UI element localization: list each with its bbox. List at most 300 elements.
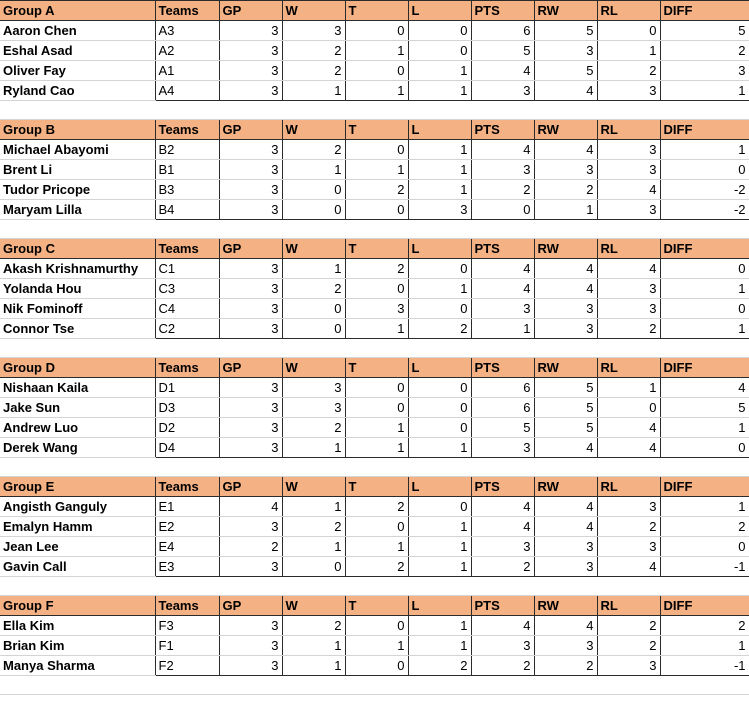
gp-cell[interactable]: 3 (219, 378, 282, 398)
column-header-rw-cell[interactable]: RW (534, 239, 597, 259)
empty-cell[interactable] (0, 220, 155, 239)
t-cell[interactable]: 0 (345, 616, 408, 636)
rw-cell[interactable]: 1 (534, 200, 597, 220)
empty-cell[interactable] (219, 458, 282, 477)
empty-cell[interactable] (471, 458, 534, 477)
l-cell[interactable]: 1 (408, 517, 471, 537)
l-cell[interactable]: 1 (408, 636, 471, 656)
pts-cell[interactable]: 4 (471, 279, 534, 299)
pts-cell[interactable]: 4 (471, 140, 534, 160)
w-cell[interactable]: 2 (282, 616, 345, 636)
empty-cell[interactable] (471, 220, 534, 239)
column-header-t-cell[interactable]: T (345, 596, 408, 616)
l-cell[interactable]: 1 (408, 160, 471, 180)
pts-cell[interactable]: 2 (471, 557, 534, 577)
player-name-cell[interactable]: Nishaan Kaila (0, 378, 155, 398)
team-cell[interactable]: D3 (155, 398, 219, 418)
player-name-cell[interactable]: Oliver Fay (0, 61, 155, 81)
diff-cell[interactable]: 1 (660, 636, 749, 656)
player-name-cell[interactable]: Maryam Lilla (0, 200, 155, 220)
t-cell[interactable]: 0 (345, 279, 408, 299)
column-header-t-cell[interactable]: T (345, 477, 408, 497)
rl-cell[interactable]: 2 (597, 319, 660, 339)
gp-cell[interactable]: 3 (219, 398, 282, 418)
w-cell[interactable]: 1 (282, 636, 345, 656)
t-cell[interactable]: 1 (345, 81, 408, 101)
t-cell[interactable]: 0 (345, 517, 408, 537)
column-header-gp-cell[interactable]: GP (219, 596, 282, 616)
pts-cell[interactable]: 4 (471, 616, 534, 636)
empty-cell[interactable] (660, 339, 749, 358)
team-cell[interactable]: C3 (155, 279, 219, 299)
gp-cell[interactable]: 2 (219, 537, 282, 557)
l-cell[interactable]: 0 (408, 418, 471, 438)
rl-cell[interactable]: 1 (597, 41, 660, 61)
column-header-pts-cell[interactable]: PTS (471, 358, 534, 378)
column-header-teams-cell[interactable]: Teams (155, 477, 219, 497)
rl-cell[interactable]: 2 (597, 61, 660, 81)
column-header-rl-cell[interactable]: RL (597, 120, 660, 140)
player-name-cell[interactable]: Michael Abayomi (0, 140, 155, 160)
l-cell[interactable]: 1 (408, 557, 471, 577)
l-cell[interactable]: 0 (408, 259, 471, 279)
empty-cell[interactable] (471, 339, 534, 358)
diff-cell[interactable]: 5 (660, 21, 749, 41)
l-cell[interactable]: 0 (408, 299, 471, 319)
diff-cell[interactable]: 0 (660, 259, 749, 279)
t-cell[interactable]: 1 (345, 636, 408, 656)
player-name-cell[interactable]: Yolanda Hou (0, 279, 155, 299)
rw-cell[interactable]: 4 (534, 140, 597, 160)
t-cell[interactable]: 2 (345, 259, 408, 279)
gp-cell[interactable]: 3 (219, 21, 282, 41)
column-header-teams-cell[interactable]: Teams (155, 239, 219, 259)
team-cell[interactable]: E2 (155, 517, 219, 537)
diff-cell[interactable]: 1 (660, 319, 749, 339)
pts-cell[interactable]: 6 (471, 398, 534, 418)
rw-cell[interactable]: 4 (534, 259, 597, 279)
column-header-w-cell[interactable]: W (282, 596, 345, 616)
rl-cell[interactable]: 3 (597, 160, 660, 180)
empty-cell[interactable] (282, 458, 345, 477)
rl-cell[interactable]: 4 (597, 438, 660, 458)
empty-cell[interactable] (408, 577, 471, 596)
l-cell[interactable]: 0 (408, 21, 471, 41)
w-cell[interactable]: 0 (282, 319, 345, 339)
team-cell[interactable]: B1 (155, 160, 219, 180)
player-name-cell[interactable]: Eshal Asad (0, 41, 155, 61)
rl-cell[interactable]: 3 (597, 81, 660, 101)
empty-cell[interactable] (345, 101, 408, 120)
empty-cell[interactable] (282, 220, 345, 239)
empty-cell[interactable] (408, 101, 471, 120)
column-header-gp-cell[interactable]: GP (219, 1, 282, 21)
column-header-w-cell[interactable]: W (282, 358, 345, 378)
player-name-cell[interactable]: Derek Wang (0, 438, 155, 458)
empty-cell[interactable] (219, 339, 282, 358)
diff-cell[interactable]: 1 (660, 497, 749, 517)
l-cell[interactable]: 1 (408, 616, 471, 636)
rw-cell[interactable]: 3 (534, 41, 597, 61)
t-cell[interactable]: 3 (345, 299, 408, 319)
player-name-cell[interactable]: Ryland Cao (0, 81, 155, 101)
column-header-pts-cell[interactable]: PTS (471, 477, 534, 497)
team-cell[interactable]: C1 (155, 259, 219, 279)
player-name-cell[interactable]: Manya Sharma (0, 656, 155, 676)
team-cell[interactable]: E3 (155, 557, 219, 577)
rl-cell[interactable]: 4 (597, 418, 660, 438)
w-cell[interactable]: 1 (282, 438, 345, 458)
player-name-cell[interactable]: Jean Lee (0, 537, 155, 557)
diff-cell[interactable]: 0 (660, 438, 749, 458)
rw-cell[interactable]: 5 (534, 21, 597, 41)
team-cell[interactable]: E4 (155, 537, 219, 557)
player-name-cell[interactable]: Aaron Chen (0, 21, 155, 41)
rl-cell[interactable]: 3 (597, 279, 660, 299)
diff-cell[interactable]: 2 (660, 517, 749, 537)
w-cell[interactable]: 2 (282, 61, 345, 81)
empty-cell[interactable] (345, 458, 408, 477)
empty-cell[interactable] (534, 577, 597, 596)
pts-cell[interactable]: 4 (471, 61, 534, 81)
t-cell[interactable]: 1 (345, 160, 408, 180)
team-cell[interactable]: B2 (155, 140, 219, 160)
gp-cell[interactable]: 3 (219, 41, 282, 61)
rl-cell[interactable]: 3 (597, 200, 660, 220)
w-cell[interactable]: 2 (282, 140, 345, 160)
empty-cell[interactable] (534, 339, 597, 358)
column-header-gp-cell[interactable]: GP (219, 239, 282, 259)
player-name-cell[interactable]: Angisth Ganguly (0, 497, 155, 517)
column-header-l-cell[interactable]: L (408, 239, 471, 259)
empty-cell[interactable] (471, 577, 534, 596)
rw-cell[interactable]: 4 (534, 497, 597, 517)
player-name-cell[interactable]: Andrew Luo (0, 418, 155, 438)
rw-cell[interactable]: 5 (534, 418, 597, 438)
gp-cell[interactable]: 3 (219, 517, 282, 537)
w-cell[interactable]: 2 (282, 279, 345, 299)
t-cell[interactable]: 0 (345, 140, 408, 160)
rl-cell[interactable]: 4 (597, 180, 660, 200)
rl-cell[interactable]: 3 (597, 299, 660, 319)
rl-cell[interactable]: 3 (597, 656, 660, 676)
player-name-cell[interactable]: Nik Fominoff (0, 299, 155, 319)
column-header-teams-cell[interactable]: Teams (155, 1, 219, 21)
rw-cell[interactable]: 4 (534, 438, 597, 458)
empty-cell[interactable] (597, 458, 660, 477)
column-header-l-cell[interactable]: L (408, 358, 471, 378)
player-name-cell[interactable]: Gavin Call (0, 557, 155, 577)
rw-cell[interactable]: 3 (534, 636, 597, 656)
pts-cell[interactable]: 4 (471, 497, 534, 517)
gp-cell[interactable]: 3 (219, 140, 282, 160)
t-cell[interactable]: 0 (345, 398, 408, 418)
column-header-l-cell[interactable]: L (408, 596, 471, 616)
column-header-gp-cell[interactable]: GP (219, 477, 282, 497)
w-cell[interactable]: 3 (282, 21, 345, 41)
team-cell[interactable]: A2 (155, 41, 219, 61)
column-header-rw-cell[interactable]: RW (534, 596, 597, 616)
diff-cell[interactable]: 0 (660, 160, 749, 180)
empty-cell[interactable] (219, 101, 282, 120)
rw-cell[interactable]: 2 (534, 656, 597, 676)
empty-cell[interactable] (597, 577, 660, 596)
pts-cell[interactable]: 3 (471, 160, 534, 180)
pts-cell[interactable]: 3 (471, 438, 534, 458)
column-header-t-cell[interactable]: T (345, 239, 408, 259)
empty-cell[interactable] (155, 458, 219, 477)
team-cell[interactable]: B4 (155, 200, 219, 220)
l-cell[interactable]: 1 (408, 438, 471, 458)
column-header-w-cell[interactable]: W (282, 1, 345, 21)
gp-cell[interactable]: 3 (219, 160, 282, 180)
empty-cell[interactable] (345, 676, 408, 695)
gp-cell[interactable]: 3 (219, 438, 282, 458)
w-cell[interactable]: 3 (282, 398, 345, 418)
rw-cell[interactable]: 4 (534, 616, 597, 636)
pts-cell[interactable]: 2 (471, 656, 534, 676)
t-cell[interactable]: 0 (345, 200, 408, 220)
t-cell[interactable]: 0 (345, 378, 408, 398)
player-name-cell[interactable]: Tudor Pricope (0, 180, 155, 200)
pts-cell[interactable]: 5 (471, 41, 534, 61)
l-cell[interactable]: 1 (408, 279, 471, 299)
empty-cell[interactable] (660, 458, 749, 477)
column-header-t-cell[interactable]: T (345, 1, 408, 21)
empty-cell[interactable] (345, 339, 408, 358)
diff-cell[interactable]: 1 (660, 418, 749, 438)
empty-cell[interactable] (408, 220, 471, 239)
w-cell[interactable]: 1 (282, 497, 345, 517)
empty-cell[interactable] (345, 577, 408, 596)
pts-cell[interactable]: 3 (471, 537, 534, 557)
l-cell[interactable]: 0 (408, 497, 471, 517)
player-name-cell[interactable]: Ella Kim (0, 616, 155, 636)
empty-cell[interactable] (471, 101, 534, 120)
w-cell[interactable]: 2 (282, 517, 345, 537)
team-cell[interactable]: A4 (155, 81, 219, 101)
empty-cell[interactable] (471, 676, 534, 695)
empty-cell[interactable] (219, 577, 282, 596)
w-cell[interactable]: 1 (282, 160, 345, 180)
player-name-cell[interactable]: Brent Li (0, 160, 155, 180)
w-cell[interactable]: 1 (282, 81, 345, 101)
w-cell[interactable]: 2 (282, 418, 345, 438)
column-header-gp-cell[interactable]: GP (219, 358, 282, 378)
empty-cell[interactable] (282, 577, 345, 596)
diff-cell[interactable]: 2 (660, 41, 749, 61)
column-header-rl-cell[interactable]: RL (597, 358, 660, 378)
rw-cell[interactable]: 2 (534, 180, 597, 200)
gp-cell[interactable]: 3 (219, 279, 282, 299)
t-cell[interactable]: 2 (345, 497, 408, 517)
t-cell[interactable]: 2 (345, 180, 408, 200)
diff-cell[interactable]: 1 (660, 81, 749, 101)
column-header-diff-cell[interactable]: DIFF (660, 120, 749, 140)
diff-cell[interactable]: -1 (660, 557, 749, 577)
player-name-cell[interactable]: Connor Tse (0, 319, 155, 339)
team-cell[interactable]: C2 (155, 319, 219, 339)
pts-cell[interactable]: 2 (471, 180, 534, 200)
column-header-diff-cell[interactable]: DIFF (660, 596, 749, 616)
column-header-t-cell[interactable]: T (345, 120, 408, 140)
column-header-rl-cell[interactable]: RL (597, 1, 660, 21)
rw-cell[interactable]: 4 (534, 81, 597, 101)
pts-cell[interactable]: 3 (471, 636, 534, 656)
empty-cell[interactable] (660, 220, 749, 239)
l-cell[interactable]: 0 (408, 378, 471, 398)
column-header-rw-cell[interactable]: RW (534, 1, 597, 21)
empty-cell[interactable] (282, 339, 345, 358)
diff-cell[interactable]: -2 (660, 180, 749, 200)
w-cell[interactable]: 2 (282, 41, 345, 61)
empty-cell[interactable] (0, 577, 155, 596)
empty-cell[interactable] (534, 676, 597, 695)
column-header-rw-cell[interactable]: RW (534, 120, 597, 140)
empty-cell[interactable] (155, 339, 219, 358)
rw-cell[interactable]: 3 (534, 160, 597, 180)
l-cell[interactable]: 3 (408, 200, 471, 220)
column-header-w-cell[interactable]: W (282, 477, 345, 497)
l-cell[interactable]: 0 (408, 41, 471, 61)
team-cell[interactable]: D4 (155, 438, 219, 458)
group-title-cell[interactable]: Group E (0, 477, 155, 497)
empty-cell[interactable] (282, 676, 345, 695)
column-header-diff-cell[interactable]: DIFF (660, 358, 749, 378)
column-header-diff-cell[interactable]: DIFF (660, 239, 749, 259)
rw-cell[interactable]: 3 (534, 299, 597, 319)
pts-cell[interactable]: 0 (471, 200, 534, 220)
column-header-w-cell[interactable]: W (282, 120, 345, 140)
team-cell[interactable]: C4 (155, 299, 219, 319)
empty-cell[interactable] (155, 101, 219, 120)
gp-cell[interactable]: 3 (219, 616, 282, 636)
l-cell[interactable]: 1 (408, 61, 471, 81)
empty-cell[interactable] (155, 676, 219, 695)
l-cell[interactable]: 0 (408, 398, 471, 418)
empty-cell[interactable] (155, 577, 219, 596)
pts-cell[interactable]: 4 (471, 517, 534, 537)
t-cell[interactable]: 1 (345, 438, 408, 458)
team-cell[interactable]: D1 (155, 378, 219, 398)
column-header-pts-cell[interactable]: PTS (471, 1, 534, 21)
gp-cell[interactable]: 3 (219, 656, 282, 676)
w-cell[interactable]: 0 (282, 557, 345, 577)
empty-cell[interactable] (597, 220, 660, 239)
pts-cell[interactable]: 4 (471, 259, 534, 279)
column-header-teams-cell[interactable]: Teams (155, 358, 219, 378)
t-cell[interactable]: 0 (345, 21, 408, 41)
column-header-pts-cell[interactable]: PTS (471, 120, 534, 140)
empty-cell[interactable] (660, 676, 749, 695)
player-name-cell[interactable]: Emalyn Hamm (0, 517, 155, 537)
pts-cell[interactable]: 6 (471, 378, 534, 398)
w-cell[interactable]: 1 (282, 656, 345, 676)
diff-cell[interactable]: 1 (660, 140, 749, 160)
empty-cell[interactable] (597, 339, 660, 358)
w-cell[interactable]: 3 (282, 378, 345, 398)
gp-cell[interactable]: 3 (219, 319, 282, 339)
empty-cell[interactable] (534, 458, 597, 477)
team-cell[interactable]: F1 (155, 636, 219, 656)
rw-cell[interactable]: 4 (534, 517, 597, 537)
rl-cell[interactable]: 1 (597, 378, 660, 398)
gp-cell[interactable]: 3 (219, 259, 282, 279)
team-cell[interactable]: D2 (155, 418, 219, 438)
empty-cell[interactable] (408, 339, 471, 358)
diff-cell[interactable]: 1 (660, 279, 749, 299)
column-header-pts-cell[interactable]: PTS (471, 239, 534, 259)
player-name-cell[interactable]: Akash Krishnamurthy (0, 259, 155, 279)
rw-cell[interactable]: 5 (534, 398, 597, 418)
gp-cell[interactable]: 3 (219, 418, 282, 438)
empty-cell[interactable] (0, 458, 155, 477)
diff-cell[interactable]: 0 (660, 299, 749, 319)
gp-cell[interactable]: 3 (219, 61, 282, 81)
t-cell[interactable]: 1 (345, 418, 408, 438)
diff-cell[interactable]: 4 (660, 378, 749, 398)
empty-cell[interactable] (408, 676, 471, 695)
column-header-teams-cell[interactable]: Teams (155, 596, 219, 616)
player-name-cell[interactable]: Jake Sun (0, 398, 155, 418)
pts-cell[interactable]: 5 (471, 418, 534, 438)
t-cell[interactable]: 1 (345, 319, 408, 339)
pts-cell[interactable]: 6 (471, 21, 534, 41)
team-cell[interactable]: F3 (155, 616, 219, 636)
empty-cell[interactable] (0, 101, 155, 120)
t-cell[interactable]: 1 (345, 537, 408, 557)
gp-cell[interactable]: 3 (219, 81, 282, 101)
l-cell[interactable]: 1 (408, 140, 471, 160)
empty-cell[interactable] (408, 458, 471, 477)
player-name-cell[interactable]: Brian Kim (0, 636, 155, 656)
rl-cell[interactable]: 4 (597, 557, 660, 577)
rw-cell[interactable]: 3 (534, 537, 597, 557)
empty-cell[interactable] (534, 220, 597, 239)
rl-cell[interactable]: 2 (597, 616, 660, 636)
t-cell[interactable]: 0 (345, 61, 408, 81)
w-cell[interactable]: 0 (282, 200, 345, 220)
column-header-gp-cell[interactable]: GP (219, 120, 282, 140)
pts-cell[interactable]: 3 (471, 299, 534, 319)
column-header-teams-cell[interactable]: Teams (155, 120, 219, 140)
w-cell[interactable]: 1 (282, 259, 345, 279)
group-title-cell[interactable]: Group D (0, 358, 155, 378)
rl-cell[interactable]: 0 (597, 398, 660, 418)
column-header-pts-cell[interactable]: PTS (471, 596, 534, 616)
empty-cell[interactable] (597, 101, 660, 120)
empty-cell[interactable] (219, 220, 282, 239)
column-header-diff-cell[interactable]: DIFF (660, 477, 749, 497)
empty-cell[interactable] (219, 676, 282, 695)
pts-cell[interactable]: 3 (471, 81, 534, 101)
l-cell[interactable]: 1 (408, 81, 471, 101)
column-header-l-cell[interactable]: L (408, 1, 471, 21)
rl-cell[interactable]: 4 (597, 259, 660, 279)
rl-cell[interactable]: 3 (597, 140, 660, 160)
team-cell[interactable]: E1 (155, 497, 219, 517)
empty-cell[interactable] (0, 676, 155, 695)
diff-cell[interactable]: 0 (660, 537, 749, 557)
team-cell[interactable]: A1 (155, 61, 219, 81)
t-cell[interactable]: 2 (345, 557, 408, 577)
column-header-l-cell[interactable]: L (408, 477, 471, 497)
column-header-rl-cell[interactable]: RL (597, 596, 660, 616)
gp-cell[interactable]: 3 (219, 557, 282, 577)
column-header-rw-cell[interactable]: RW (534, 477, 597, 497)
rw-cell[interactable]: 5 (534, 378, 597, 398)
gp-cell[interactable]: 3 (219, 636, 282, 656)
